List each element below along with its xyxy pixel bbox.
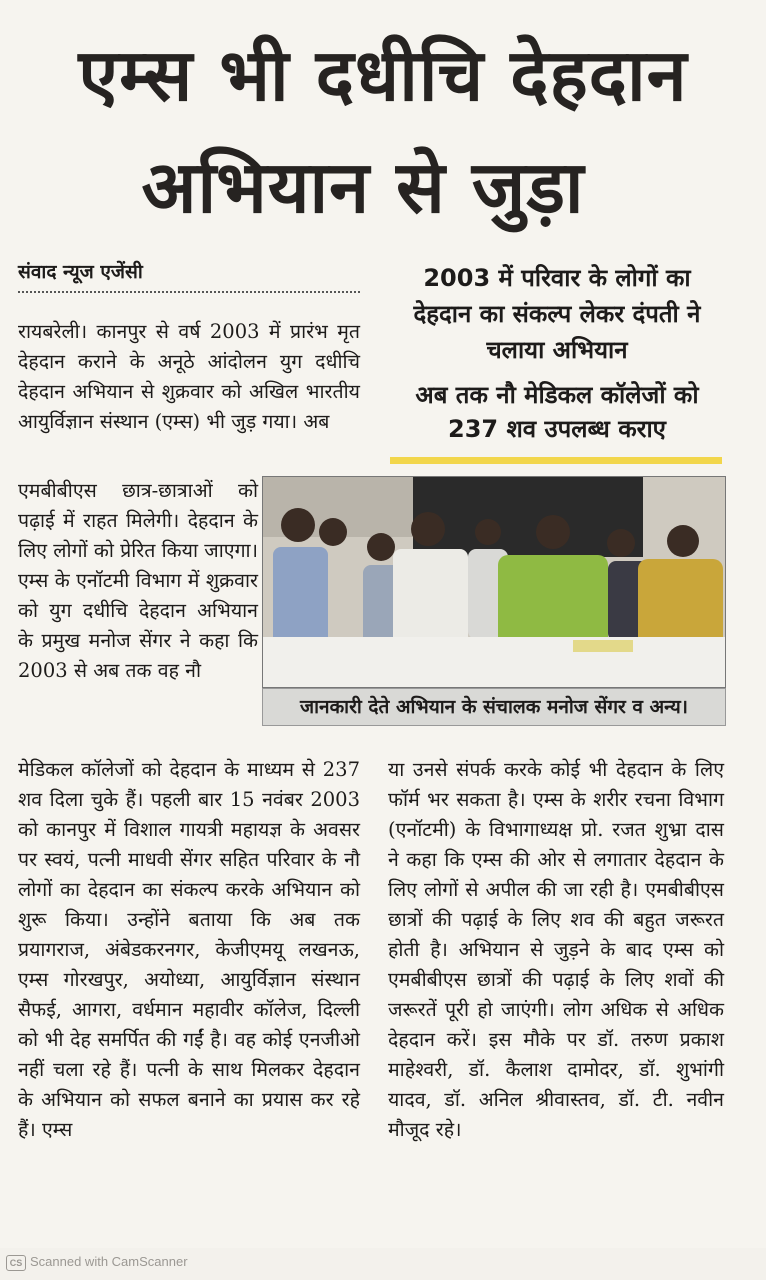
subheadline-2: अब तक नौ मेडिकल कॉलेजों को 237 शव उपलब्ध कराए [415,381,699,443]
photo-caption: जानकारी देते अभियान के संचालक मनोज सेंगर व अन्य। [262,688,726,726]
headline-line-1: एम्स भी दधीचि देहदान [78,33,688,117]
highlight-bar [390,457,722,464]
body-paragraph-4: या उनसे संपर्क करके कोई भी देहदान के लिए फॉर्म भर सकता है। एम्स के शरीर रचना विभाग (एनॉटमी) के विभागाध्यक्ष प्रो. रजत शुभ्रा दास ने कहा कि एम्स की ओर से लगातार देहदान के लिए लोगों से अपील की जा रही है। एमबीबीएस छात्रों की पढ़ाई के लिए शव की बहुत जरूरत होती है। अभियान से जुड़ने के बाद एम्स को एमबीबीएस छात्रों की पढ़ाई के लिए शवों की जरूरतें पूरी हो जाएंगी। लोग अधिक से अधिक देहदान करें। इस मौके पर डॉ. तरुण प्रकाश माहेश्वरी, डॉ. कैलाश दामोदर, डॉ. शुभांगी यादव, डॉ. अनिल श्रीवास्तव, डॉ. टी. नवीन मौजूद रहे। [388,758,724,1141]
subheadline-1: 2003 में परिवार के लोगों का देहदान का संकल्प लेकर दंपती ने चलाया अभियान [413,264,701,364]
byline: संवाद न्यूज एजेंसी [18,261,143,283]
news-photo [262,476,726,688]
scanner-label: Scanned with CamScanner [30,1254,188,1269]
camscanner-icon: CS [6,1255,26,1271]
headline-line-2: अभियान से जुड़ा [141,145,585,229]
body-paragraph-3: मेडिकल कॉलेजों को देहदान के माध्यम से 237 शव दिला चुके हैं। पहली बार 15 नवंबर 2003 को कानपुर में विशाल गायत्री महायज्ञ के अवसर पर स्वयं, पत्नी माधवी सेंगर सहित परिवार के नौ लोगों का देहदान का संकल्प करके अभियान को शुरू किया। उन्होंने बताया कि अब तक प्रयागराज, अंबेडकरनगर, केजीएमयू लखनऊ, एम्स गोरखपुर, अयोध्या, आयुर्विज्ञान संस्थान सैफई, आगरा, वर्धमान महावीर कॉलेज, दिल्ली को भी देह समर्पित की गईं है। वह कोई एनजीओ नहीं चला रहे हैं। पत्नी के साथ मिलकर देहदान के अभियान को सफल बनाने का प्रयास कर रहे हैं। एम्स [18,758,360,1141]
body-paragraph-1: रायबरेली। कानपुर से वर्ष 2003 में प्रारंभ मृत देहदान कराने के अनूठे आंदोलन युग दधीचि देहदान अभियान से शुक्रवार को अखिल भारतीय आयुर्विज्ञान संस्थान (एम्स) भी जुड़ गया। अब [18,320,360,433]
body-paragraph-2: एमबीबीएस छात्र-छात्राओं को पढ़ाई में राहत मिलेगी। देहदान के लिए लोगों को प्रेरित किया जाएगा। एम्स के एनॉटमी विभाग में शुक्रवार को युग दधीचि देहदान अभियान के प्रमुख मनोज सेंगर ने कहा कि 2003 से अब तक वह नौ [18,479,258,682]
people-at-table-photo [263,477,725,687]
scanner-watermark [6,1254,188,1271]
byline-divider [18,291,360,293]
